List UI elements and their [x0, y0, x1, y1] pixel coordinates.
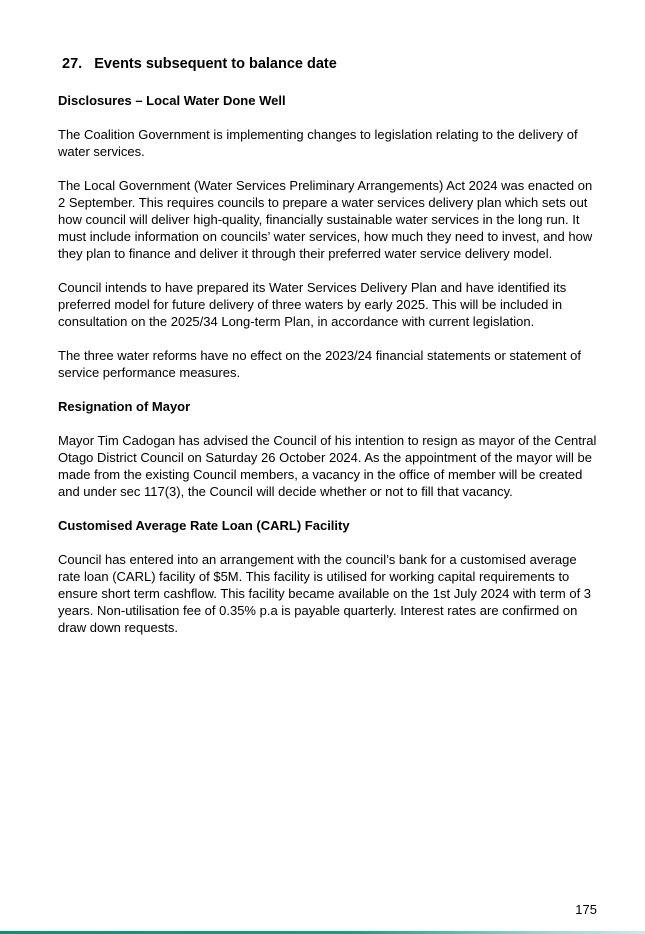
- subsection-water: [58, 92, 602, 381]
- paragraph: Council has entered into an arrangement with the council’s bank for a customised average rate loan (CARL) facility of $5M. This facility is utilised for working capital requirements to ensure short term cashflow. This facility became available on the 1st July 2024 with term of 3 years. Non-utilisation fee of 0.35% p.a is payable quarterly. Interest rates are confirmed on draw down requests.: [58, 552, 592, 635]
- paragraph: The three water reforms have no effect on the 2023/24 financial statements or statement of service performance measures.: [58, 348, 581, 380]
- section-number: 27.: [62, 56, 83, 72]
- paragraph: Mayor Tim Cadogan has advised the Council of his intention to resign as mayor of the Central Otago District Council on Saturday 26 October 2024. As the appointment of the mayor will be made from the existing Council members, a vacancy in the office of member will be created and under sec 117(3), the Council will decide whether or not to fill that vacancy.: [58, 433, 597, 499]
- subsection-heading: Customised Average Rate Loan (CARL) Facility: [58, 518, 350, 533]
- paragraph: The Coalition Government is implementing changes to legislation relating to the delivery of water services.: [58, 127, 578, 159]
- section-heading: [62, 56, 602, 72]
- subsection-heading: Disclosures – Local Water Done Well: [58, 93, 286, 108]
- page-number: 175: [575, 902, 597, 917]
- section-title: Events subsequent to balance date: [94, 56, 337, 72]
- subsection-heading: Resignation of Mayor: [58, 399, 191, 414]
- subsection-mayor: [58, 398, 602, 500]
- paragraph: Council intends to have prepared its Water Services Delivery Plan and have identified its preferred model for future delivery of three waters by early 2025. This will be included in consultation on the 2025/34 Long-term Plan, in accordance with current legislation.: [58, 280, 567, 329]
- paragraph: The Local Government (Water Services Preliminary Arrangements) Act 2024 was enacted on 2 September. This requires councils to prepare a water services delivery plan which sets out how council will deliver high-quality, financially sustainable water services in the long run. It must include information on councils’ water services, how much they need to invest, and how they plan to finance and deliver it through their preferred water service delivery model.: [58, 178, 593, 261]
- subsection-carl: [58, 517, 602, 636]
- page-content: [58, 56, 602, 653]
